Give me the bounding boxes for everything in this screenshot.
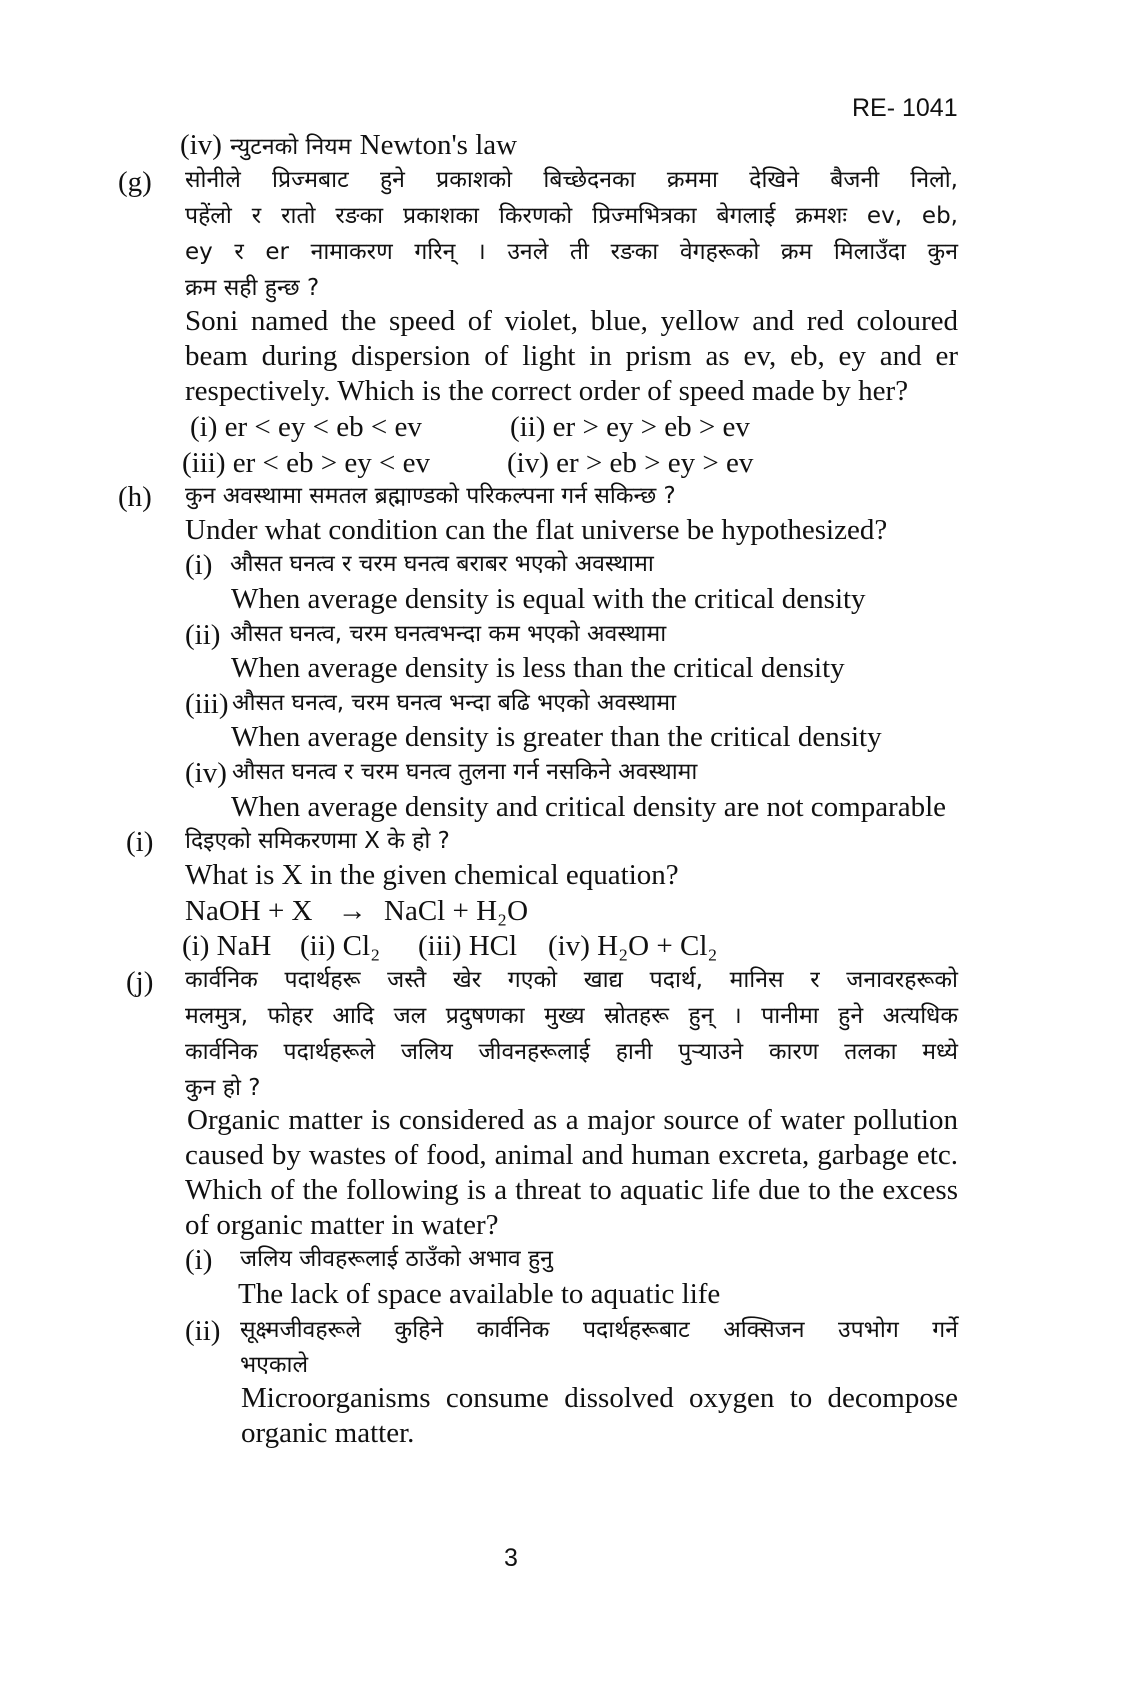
question-text-en: of organic matter in water? <box>185 1209 499 1241</box>
option-label: (i) <box>185 1244 213 1276</box>
option-text-np: भएकाले <box>240 1352 309 1378</box>
option-label: (ii) <box>185 619 221 651</box>
question-text-np: कुन हो ? <box>185 1075 261 1101</box>
option-label: (iii) <box>185 688 229 720</box>
option-item: (iv) H₂O + Cl₂ <box>548 930 718 962</box>
option-item: (iii) er < eb > ey < ev <box>182 447 430 479</box>
option-text-en: Microorganisms consume dissolved oxygen to decompose <box>241 1382 958 1414</box>
option-item: (ii) er > ey > eb > ev <box>510 411 750 443</box>
question-text-en: Soni named the speed of violet, blue, yellow and red coloured <box>185 305 958 337</box>
question-text-np: कुन अवस्थामा समतल ब्रह्माण्डको परिकल्पना गर्न सकिन्छ ? <box>185 483 676 509</box>
question-text-en: beam during dispersion of light in prism as ev, eb, ey and er <box>185 340 958 372</box>
exam-code: RE- 1041 <box>852 94 958 122</box>
question-label: (g) <box>118 166 152 198</box>
option-label: (iv) <box>185 757 227 789</box>
option-item: (iv) er > eb > ey > ev <box>507 447 754 479</box>
option-label: (i) <box>185 549 213 581</box>
question-text-en: Under what condition can the flat universe be hypothesized? <box>185 514 888 546</box>
option-text-np: औसत घनत्व, चरम घनत्वभन्दा कम भएको अवस्थामा <box>230 621 667 647</box>
option-label: (iv) <box>180 129 222 161</box>
question-label: (j) <box>126 966 154 998</box>
question-text-np: क्रम सही हुन्छ ? <box>185 275 320 301</box>
question-label: (h) <box>118 481 152 513</box>
option-text-en: Newton's law <box>359 129 518 161</box>
question-text-np: ey र er नामाकरण गरिन् । उनले ती रङका वेगहरूको क्रम मिलाउँदा कुन <box>185 239 958 265</box>
option-text-en: When average density is equal with the critical density <box>231 583 866 615</box>
option-text-en: When average density and critical density are not comparable <box>231 791 947 823</box>
option-text-np: जलिय जीवहरूलाई ठाउँको अभाव हुनु <box>240 1246 553 1272</box>
option-text-np: सूक्ष्मजीवहरूले कुहिने कार्वनिक पदार्थहरूबाट अक्सिजन उपभोग गर्ने <box>240 1317 958 1343</box>
option-text-en: organic matter. <box>241 1417 415 1449</box>
question-text-np: मलमुत्र, फोहर आदि जल प्रदुषणका मुख्य स्रोतहरू हुन् । पानीमा हुने अत्यधिक <box>185 1003 958 1029</box>
option-text-np: औसत घनत्व, चरम घनत्व भन्दा बढि भएको अवस्थामा <box>232 690 677 716</box>
question-text-np: पहेंलो र रातो रङका प्रकाशका किरणको प्रिज्मभित्रका बेगलाई क्रमशः ev, eb, <box>185 203 958 229</box>
question-text-np: कार्वनिक पदार्थहरू जस्तै खेर गएको खाद्य पदार्थ, मानिस र जनावरहरूको <box>185 967 958 993</box>
option-text-en: The lack of space available to aquatic life <box>238 1278 721 1310</box>
option-item: (i) er < ey < eb < ev <box>190 411 422 443</box>
option-text-np: न्युटनको नियम <box>230 134 352 160</box>
option-item: (ii) Cl₂ <box>300 930 381 962</box>
option-newtons-law <box>180 127 517 165</box>
question-text-en: What is X in the given chemical equation? <box>185 859 679 891</box>
arrow-icon: → <box>337 895 367 927</box>
chemical-equation <box>185 893 528 929</box>
page-number: 3 <box>504 1544 518 1572</box>
question-label: (i) <box>126 826 154 858</box>
option-text-en: When average density is greater than the critical density <box>231 721 882 753</box>
option-text-en: When average density is less than the critical density <box>231 652 845 684</box>
question-text-en: respectively. Which is the correct order of speed made by her? <box>185 375 909 407</box>
question-text-en: caused by wastes of food, animal and human excreta, garbage etc. <box>185 1139 958 1171</box>
option-text-np: औसत घनत्व र चरम घनत्व बराबर भएको अवस्थामा <box>230 551 654 577</box>
option-label: (ii) <box>185 1315 221 1347</box>
option-item: (i) NaH <box>182 930 272 962</box>
equation-lhs: NaOH + X <box>185 895 313 927</box>
question-text-np: सोनीले प्रिज्मबाट हुने प्रकाशको बिच्छेदनका क्रममा देखिने बैजनी निलो, <box>185 167 958 193</box>
equation-rhs: NaCl + H₂O <box>384 895 529 927</box>
question-text-en: Organic matter is considered as a major source of water pollution <box>187 1104 958 1136</box>
option-item: (iii) HCl <box>418 930 518 962</box>
question-text-en: Which of the following is a threat to aquatic life due to the excess <box>185 1174 958 1206</box>
option-text-np: औसत घनत्व र चरम घनत्व तुलना गर्न नसकिने अवस्थामा <box>232 759 698 785</box>
question-text-np: दिइएको समिकरणमा X के हो ? <box>185 828 450 854</box>
question-text-np: कार्वनिक पदार्थहरूले जलिय जीवनहरूलाई हानी पुऱ्याउने कारण तलका मध्ये <box>185 1039 958 1065</box>
